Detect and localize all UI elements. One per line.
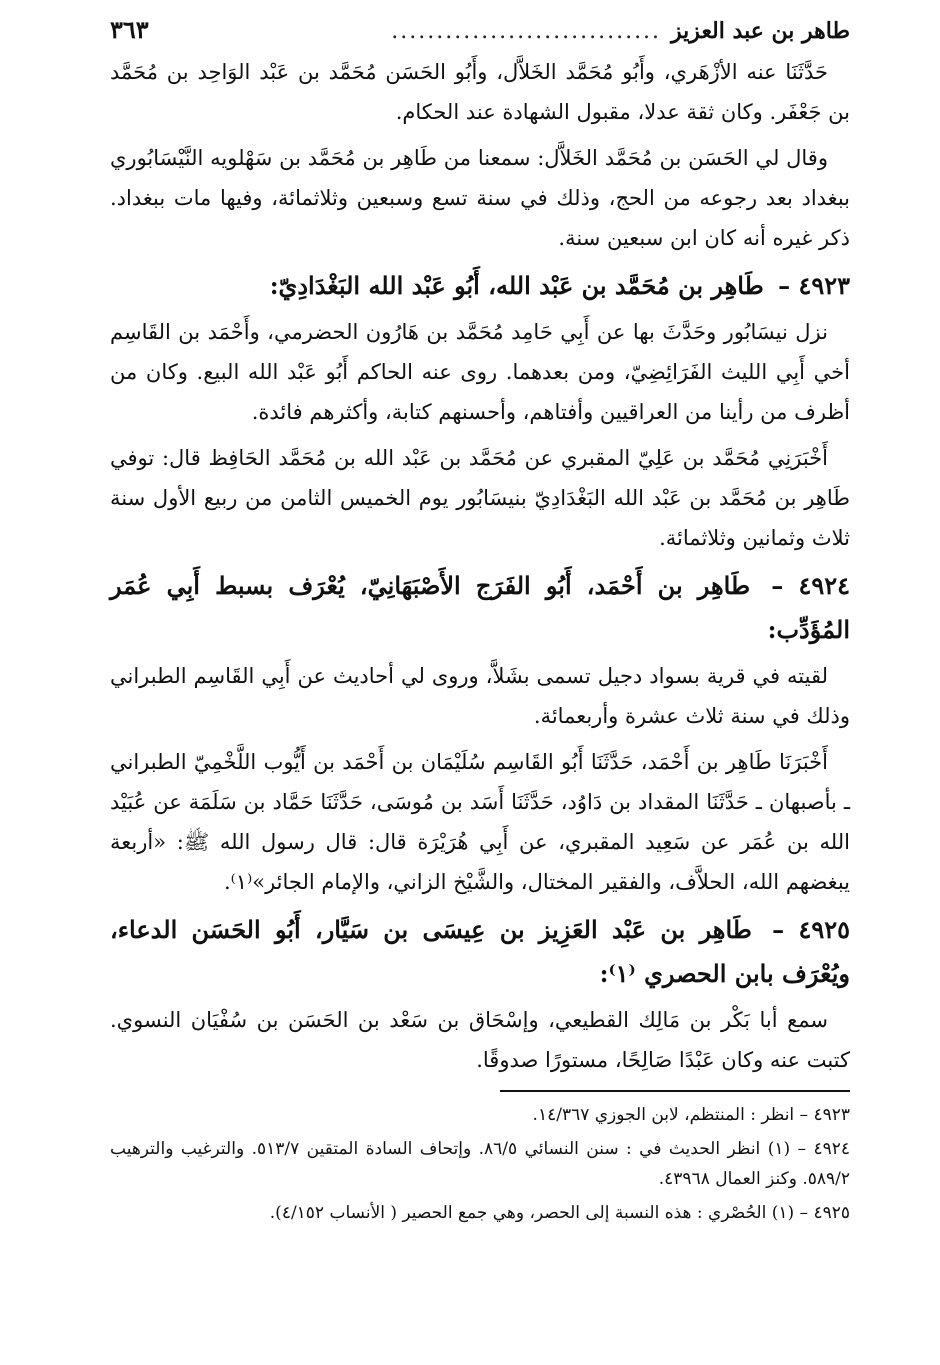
footnotes [110, 1100, 850, 1228]
paragraph: وقال لي الحَسَن بن مُحَمَّد الخَلاَّل: سمعنا من طَاهِر بن مُحَمَّد بن سَهْلويه النَّيْسَابُوري ببغداد بعد رجوعه من الحج، وذلك في سنة تسع وسبعين وثلاثمائة، وفيها مات ببغداد. ذكر غيره أنه كان ابن سبعين سنة. [110, 146, 850, 250]
entry-heading-4923 [110, 264, 850, 308]
paragraph: حَدَّثَنَا عنه الأزْهَري، وأَبُو مُحَمَّد الخَلاَّل، وأَبُو الحَسَن مُحَمَّد بن عَبْد الوَاحِد بن مُحَمَّد بن جَعْفَر. وكان ثقة عدلا، مقبول الشهادة عند الحكام. [110, 60, 850, 124]
entry-heading-4924 [110, 564, 850, 652]
body-text [110, 52, 850, 1080]
entry-number: ٤٩٢٣ – [778, 271, 850, 300]
paragraph: أَخْبَرَنِي مُحَمَّد بن عَلِيّ المقبري عن مُحَمَّد بن عَبْد الله بن مُحَمَّد الحَافِظ قال: توفي طَاهِر بن مُحَمَّد بن عَبْد الله البَغْدَادِيّ بنيسَابُور يوم الخميس الثامن من ربيع الأول سنة ثلاث وثمانين وثلاثمائة. [110, 446, 850, 550]
paragraph: نزل نيسَابُور وحَدَّثَ بها عن أَبِي حَامِد مُحَمَّد بن هَارُون الحضرمي، وأَحْمَد بن القَاسِم أخي أَبِي الليث الفَرَائِضِيّ، ومن بعدهما. روى عنه الحاكم أَبُو عَبْد الله البيع. وكان من أظرف من رأينا من العراقيين وأفتاهم، وأحسنهم كتابة، وأكثرهم فائدة. [110, 320, 850, 424]
paragraph: لقيته في قرية بسواد دجيل تسمى بشَلاَّ، وروى لي أحاديث عن أَبِي القَاسِم الطبراني وذلك في سنة ثلاث عشرة وأربعمائة. [110, 664, 850, 728]
header-title: طاهر بن عبد العزيز [671, 18, 850, 44]
header-leader-dots: .............................. [391, 19, 662, 44]
paragraph: سمع أبا بَكْر بن مَالِك القطيعي، وإسْحَاق بن سَعْد بن الحَسَن بن سُفْيَان النسوي. كتبت عنه وكان عَبْدًا صَالِحًا، مستورًا صدوقًا. [110, 1008, 850, 1072]
book-page [110, 8, 850, 1335]
entry-title: طَاهِر بن عَبْد العَزِيز بن عِيسَى بن سَيَّار، أَبُو الحَسَن الدعاء، ويُعْرَف بابن الحصري ⁽١⁾: [110, 915, 850, 988]
running-header [110, 8, 850, 52]
footnote: ٤٩٢٥ – (١) الحُصْري : هذه النسبة إلى الحصر، وهي جمع الحصير ( الأنساب ٤/١٥٢). [269, 1203, 850, 1223]
paragraph: أَخْبَرَنَا طَاهِر بن أَحْمَد، حَدَّثَنَا أَبُو القَاسِم سُلَيْمَان بن أَحْمَد بن أَيُّوب اللَّخْمِيّ الطبراني ـ بأصبهان ـ حَدَّثَنَا المقداد بن دَاوُد، حَدَّثَنَا أَسَد بن مُوسَى، حَدَّثَنَا حَمَّاد بن سَلَمَة عن عُبَيْد الله بن عُمَر عن سَعِيد المقبري، عن أَبِي هُرَيْرَة قال: قال رسول الله ﷺ: «أربعة يبغضهم الله، الحلاَّف، والفقير المختال، والشَّيْخ الزاني، والإمام الجائر»⁽١⁾. [110, 750, 850, 894]
page-number: ٣٦٣ [110, 15, 149, 44]
footnote-divider [500, 1090, 850, 1092]
entry-number: ٤٩٢٤ – [771, 571, 851, 600]
footnote: ٤٩٢٤ – (١) انظر الحديث في : سنن النسائي ٨٦/٥. وإتحاف السادة المتقين ٥١٣/٧. والترغيب والترهيب ٥٨٩/٢. وكنز العمال ٤٣٩٦٨. [110, 1139, 850, 1189]
entry-title: طَاهِر بن مُحَمَّد بن عَبْد الله، أَبُو عَبْد الله البَغْدَادِيّ: [269, 271, 764, 300]
entry-number: ٤٩٢٥ – [772, 915, 851, 944]
entry-heading-4925 [110, 908, 850, 996]
entry-title: طَاهِر بن أَحْمَد، أَبُو الفَرَج الأَصْبَهَانِيّ، يُعْرَف بسبط أَبِي عُمَر المُؤَدِّب: [110, 571, 850, 644]
footnote: ٤٩٢٣ – انظر : المنتظم، لابن الجوزي ١٤/٣٦٧. [532, 1105, 850, 1125]
